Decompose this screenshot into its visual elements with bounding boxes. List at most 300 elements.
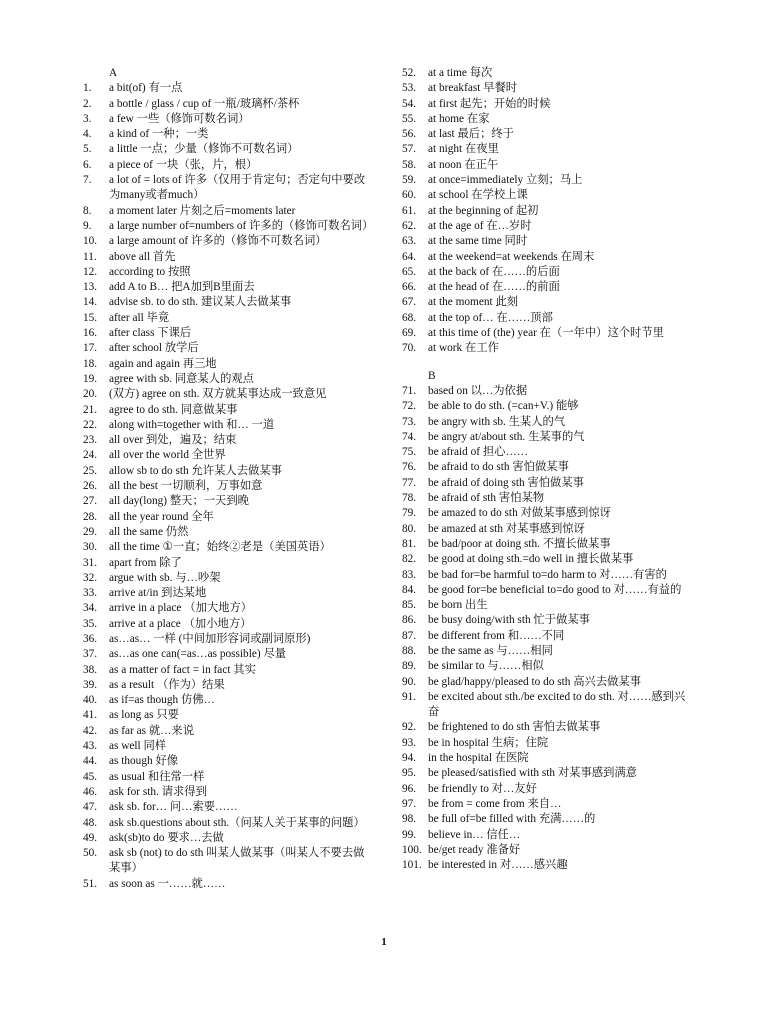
entry-text: agree with sb. 同意某人的观点 — [109, 372, 254, 385]
entry-text: all the best 一切顺利，万事如意 — [109, 480, 263, 493]
entry-number: 18. — [83, 357, 98, 370]
vocab-entry — [83, 739, 371, 754]
entry-number: 19. — [83, 372, 98, 385]
entry-text: a kind of 一种；一类 — [109, 128, 209, 141]
entry-number: 99. — [402, 828, 417, 841]
vocab-entry — [402, 644, 694, 659]
vocab-entry — [83, 142, 371, 157]
entry-text: be in hospital 生病；住院 — [428, 736, 549, 749]
vocab-entry — [83, 708, 371, 723]
entry-text: be afraid of 担心…… — [428, 446, 529, 459]
vocab-entry — [402, 506, 694, 521]
entry-number: 89. — [402, 660, 417, 673]
vocab-entry — [402, 460, 694, 475]
entry-text: be different from 和……不同 — [428, 629, 565, 642]
entry-text: be good at doing sth.=do well in 擅长做某事 — [428, 553, 634, 566]
entry-number: 96. — [402, 782, 417, 795]
entry-number: 23. — [83, 434, 98, 447]
vocab-entry — [83, 647, 371, 662]
entry-number: 78. — [402, 492, 417, 505]
entry-number: 5. — [83, 143, 92, 156]
entry-text: ask(sb)to do 要求…去做 — [109, 831, 224, 844]
vocab-entry — [83, 219, 374, 234]
entry-text: agree to do sth. 同意做某事 — [109, 403, 238, 416]
entry-text: at school 在学校上课 — [428, 189, 528, 202]
vocab-entry — [402, 341, 694, 356]
entry-number: 36. — [83, 632, 98, 645]
entry-number: 51. — [83, 877, 98, 890]
entry-number: 7. — [83, 174, 92, 187]
entry-text: after all 毕竟 — [109, 311, 170, 324]
vocab-entry — [83, 800, 371, 815]
entry-text: at once=immediately 立刻；马上 — [428, 174, 583, 187]
vocab-entry — [402, 675, 694, 690]
entry-text: as…as one can(=as…as possible) 尽量 — [109, 648, 287, 661]
entry-text: ask sb. for… 问…索要…… — [109, 801, 238, 814]
entry-number: 93. — [402, 736, 417, 749]
entry-text: be similar to 与……相似 — [428, 660, 544, 673]
entry-text: after class 下课后 — [109, 327, 192, 340]
vocab-entry — [83, 357, 371, 372]
vocab-entry — [402, 629, 694, 644]
vocab-entry — [83, 250, 371, 265]
entry-number: 88. — [402, 644, 417, 657]
entry-text: based on 以…为依据 — [428, 384, 528, 397]
entry-number: 101. — [402, 859, 422, 872]
entry-number: 37. — [83, 648, 98, 661]
vocab-entry — [83, 341, 371, 356]
vocab-entry — [83, 525, 371, 540]
vocab-entry — [402, 415, 694, 430]
entry-text: according to 按照 — [109, 265, 191, 278]
entry-number: 79. — [402, 507, 417, 520]
entry-text: all day(long) 整天；一天到晚 — [109, 495, 249, 508]
entry-text: all the year round 全年 — [109, 510, 214, 523]
vocab-entry — [83, 846, 371, 877]
entry-text: be bad/poor at doing sth. 不擅长做某事 — [428, 537, 611, 550]
entry-number: 73. — [402, 415, 417, 428]
entry-text: at the head of 在……的前面 — [428, 281, 560, 294]
vocab-entry — [83, 479, 371, 494]
entry-number: 24. — [83, 449, 98, 462]
vocab-entry — [83, 311, 371, 326]
entry-number: 77. — [402, 476, 417, 489]
vocab-entry — [402, 445, 694, 460]
entry-number: 2. — [83, 97, 92, 110]
vocab-entry — [83, 632, 371, 647]
entry-number: 39. — [83, 678, 98, 691]
entry-text: be frightened to do sth 害怕去做某事 — [428, 721, 601, 734]
entry-number: 44. — [83, 755, 98, 768]
entry-number: 16. — [83, 327, 98, 340]
entry-number: 20. — [83, 388, 98, 401]
vocab-entry — [83, 173, 371, 204]
entry-number: 6. — [83, 158, 92, 171]
vocab-entry — [402, 766, 694, 781]
vocab-entry — [83, 418, 371, 433]
entry-text: be friendly to 对…友好 — [428, 782, 537, 795]
entry-text: at first 起先；开始的时候 — [428, 97, 551, 110]
entry-number: 52. — [402, 67, 417, 79]
entry-number: 97. — [402, 797, 417, 810]
entry-number: 13. — [83, 281, 98, 294]
vocab-entry — [402, 295, 694, 310]
entry-text: believe in… 信任… — [428, 828, 521, 841]
entry-text: at the beginning of 起初 — [428, 204, 539, 217]
vocab-entry — [83, 494, 371, 509]
entry-text: add A to B… 把A加到B里面去 — [109, 281, 255, 294]
vocab-entry — [83, 831, 371, 846]
vocab-entry — [83, 280, 371, 295]
left-column — [83, 66, 374, 892]
entry-number: 60. — [402, 189, 417, 202]
entry-text: ask for sth. 请求得到 — [109, 785, 207, 798]
vocab-entry — [83, 754, 371, 769]
entry-number: 47. — [83, 801, 98, 814]
entry-text: as…as… 一样 (中间加形容词或副词原形) — [109, 632, 311, 645]
entry-number: 21. — [83, 403, 98, 416]
entry-number: 25. — [83, 464, 98, 477]
entry-text: be interested in 对……感兴趣 — [428, 859, 568, 872]
vocab-entry — [83, 510, 371, 525]
entry-text: all the time ①一直；始终②老是（美国英语） — [109, 541, 331, 554]
entry-number: 86. — [402, 614, 417, 627]
entry-text: be excited about sth./be excited to do sth. 对……感到兴奋 — [428, 690, 686, 719]
entry-text: as long as 只要 — [109, 709, 179, 722]
vocab-entry — [402, 720, 694, 735]
entry-text: at the back of 在……的后面 — [428, 265, 560, 278]
vocab-entry — [83, 403, 371, 418]
entry-text: as usual 和往常一样 — [109, 770, 205, 783]
entry-text: as a result （作为）结果 — [109, 678, 225, 691]
entry-number: 4. — [83, 128, 92, 141]
entry-number: 31. — [83, 556, 98, 569]
entry-text: be good for=be beneficial to=do good to 对……有益的 — [428, 583, 682, 596]
vocab-entry — [83, 724, 371, 739]
entry-text: at last 最后；终于 — [428, 128, 514, 141]
vocab-entry — [402, 858, 694, 873]
vocab-entry — [83, 295, 371, 310]
vocab-entry — [402, 142, 694, 157]
vocab-entry — [402, 265, 694, 280]
vocab-entry — [83, 372, 371, 387]
entry-number: 72. — [402, 400, 417, 413]
entry-number: 61. — [402, 204, 417, 217]
entry-number: 17. — [83, 342, 98, 355]
vocab-entry — [402, 158, 694, 173]
entry-text: at night 在夜里 — [428, 143, 499, 156]
vocab-entry — [83, 816, 371, 831]
entry-text: as far as 就…来说 — [109, 724, 195, 737]
entry-number: 14. — [83, 296, 98, 309]
entry-text: at home 在家 — [428, 112, 490, 125]
entry-text: at the age of 在…岁时 — [428, 219, 532, 232]
entry-number: 87. — [402, 629, 417, 642]
entry-text: argue with sb. 与…吵架 — [109, 571, 221, 584]
entry-text: be the same as 与……相同 — [428, 644, 553, 657]
entry-text: all over the world 全世界 — [109, 449, 226, 462]
vocab-entry — [402, 384, 694, 399]
entry-number: 71. — [402, 384, 417, 397]
vocab-entry — [402, 219, 694, 234]
entry-text: be angry at/about sth. 生某事的气 — [428, 430, 585, 443]
entry-text: be able to do sth. (=can+V.) 能够 — [428, 400, 579, 413]
vocab-entry — [83, 234, 371, 249]
entry-number: 10. — [83, 235, 98, 248]
entry-text: apart from 除了 — [109, 556, 182, 569]
vocab-entry — [402, 751, 694, 766]
entry-number: 63. — [402, 235, 417, 248]
entry-number: 62. — [402, 219, 417, 232]
vocab-entry — [83, 464, 371, 479]
entry-number: 33. — [83, 587, 98, 600]
entry-number: 56. — [402, 128, 417, 141]
section-heading: B — [428, 369, 436, 382]
entry-number: 40. — [83, 694, 98, 707]
entry-text: be afraid to do sth 害怕做某事 — [428, 461, 569, 474]
entry-text: advise sb. to do sth. 建议某人去做某事 — [109, 296, 292, 309]
entry-number: 49. — [83, 831, 98, 844]
entry-number: 34. — [83, 602, 98, 615]
entry-number: 92. — [402, 721, 417, 734]
entry-number: 11. — [83, 250, 97, 263]
entry-number: 75. — [402, 446, 417, 459]
entry-number: 50. — [83, 847, 98, 860]
vocab-entry — [402, 173, 694, 188]
vocab-entry — [83, 387, 371, 402]
vocab-entry — [402, 250, 694, 265]
entry-text: be bad for=be harmful to=do harm to 对……有害的 — [428, 568, 667, 581]
entry-text: as a matter of fact = in fact 其实 — [109, 663, 256, 676]
entry-number: 46. — [83, 785, 98, 798]
vocab-entry — [83, 571, 371, 586]
entry-text: be amazed at sth 对某事感到惊讶 — [428, 522, 585, 535]
entry-number: 54. — [402, 97, 417, 110]
vocab-entry — [83, 158, 371, 173]
entry-text: along with=together with 和… 一道 — [109, 418, 275, 431]
vocab-entry — [402, 782, 694, 797]
entry-text: be full of=be filled with 充满……的 — [428, 813, 596, 826]
vocab-entry — [83, 97, 371, 112]
vocab-entry — [402, 797, 694, 812]
vocab-entry — [402, 112, 694, 127]
entry-number: 68. — [402, 311, 417, 324]
entry-number: 98. — [402, 813, 417, 826]
vocab-entry — [83, 601, 371, 616]
entry-number: 80. — [402, 522, 417, 535]
entry-number: 100. — [402, 843, 422, 856]
vocab-entry — [402, 326, 694, 341]
vocab-entry — [83, 112, 371, 127]
entry-number: 94. — [402, 752, 417, 765]
entry-text: be afraid of sth 害怕某物 — [428, 492, 545, 505]
vocab-entry — [83, 127, 371, 142]
entry-text: be glad/happy/pleased to do sth 高兴去做某事 — [428, 675, 642, 688]
vocab-entry — [402, 476, 694, 491]
entry-text: a large amount of 许多的（修饰不可数名词） — [109, 235, 327, 248]
entry-number: 3. — [83, 112, 92, 125]
entry-text: be from = come from 来自… — [428, 797, 562, 810]
entry-number: 95. — [402, 767, 417, 780]
entry-text: be busy doing/with sth 忙于做某事 — [428, 614, 590, 627]
entry-text: a lot of = lots of 许多（仅用于肯定句；否定句中要改为many或者much） — [109, 174, 366, 202]
entry-text: at the same time 同时 — [428, 235, 528, 248]
entry-number: 41. — [83, 709, 98, 722]
entry-text: a moment later 片刻之后=moments later — [109, 204, 296, 217]
vocab-entry — [83, 326, 371, 341]
entry-number: 57. — [402, 143, 417, 156]
entry-number: 85. — [402, 599, 417, 612]
vocab-entry — [402, 66, 694, 81]
entry-text: a bit(of) 有一点 — [109, 82, 183, 95]
entry-text: at the top of… 在……顶部 — [428, 311, 553, 324]
vocab-entry — [402, 690, 694, 721]
entry-text: at the moment 此刻 — [428, 296, 519, 309]
entry-number: 53. — [402, 82, 417, 95]
entry-text: be born 出生 — [428, 599, 488, 612]
entry-text: be pleased/satisfied with sth 对某事感到满意 — [428, 767, 637, 780]
vocab-entry — [83, 678, 371, 693]
vocab-entry — [402, 537, 694, 552]
vocab-entry — [83, 540, 371, 555]
vocab-entry — [402, 522, 694, 537]
vocab-entry — [402, 491, 694, 506]
vocab-entry — [402, 568, 694, 583]
entry-text: be afraid of doing sth 害怕做某事 — [428, 476, 584, 489]
vocab-entry — [402, 552, 694, 567]
entry-number: 1. — [83, 82, 92, 95]
page-number: 1 — [381, 936, 387, 948]
entry-text: a little 一点；少量（修饰不可数名词） — [109, 143, 299, 156]
vocab-entry — [83, 556, 371, 571]
entry-number: 42. — [83, 724, 98, 737]
entry-number: 22. — [83, 418, 98, 431]
entry-text: a few 一些（修饰可数名词） — [109, 112, 250, 125]
right-column — [402, 66, 694, 873]
entry-number: 74. — [402, 430, 417, 443]
entry-text: after school 放学后 — [109, 342, 199, 355]
entry-number: 26. — [83, 480, 98, 493]
vocab-entry — [83, 785, 371, 800]
entry-number: 81. — [402, 537, 417, 550]
vocab-entry — [402, 598, 694, 613]
entry-text: be amazed to do sth 对做某事感到惊讶 — [428, 507, 611, 520]
vocab-entry — [83, 663, 371, 678]
entry-text: arrive in a place （加大地方） — [109, 602, 253, 615]
entry-text: as if=as though 仿佛… — [109, 694, 215, 707]
vocab-entry — [83, 448, 371, 463]
entry-text: again and again 再三地 — [109, 357, 217, 370]
entry-number: 70. — [402, 342, 417, 355]
vocab-entry — [83, 693, 371, 708]
vocab-entry — [402, 311, 694, 326]
vocab-entry — [402, 843, 694, 858]
vocab-entry — [402, 736, 694, 751]
entry-number: 65. — [402, 265, 417, 278]
vocab-entry — [402, 204, 694, 219]
entry-text: allow sb to do sth 允许某人去做某事 — [109, 464, 282, 477]
entry-number: 27. — [83, 495, 98, 508]
entry-text: a large number of=numbers of 许多的（修饰可数名词） — [109, 219, 374, 232]
entry-text: at this time of (the) year 在（一年中）这个时节里 — [428, 327, 664, 340]
vocab-entry — [402, 613, 694, 628]
entry-number: 12. — [83, 265, 98, 278]
entry-text: as well 同样 — [109, 740, 167, 753]
vocab-entry — [83, 265, 371, 280]
vocab-entry — [402, 399, 694, 414]
vocab-entry — [83, 617, 371, 632]
entry-text: at noon 在正午 — [428, 158, 499, 171]
section-heading: A — [109, 67, 118, 79]
vocab-entry — [402, 430, 694, 445]
entry-number: 69. — [402, 327, 417, 340]
entry-number: 64. — [402, 250, 417, 263]
entry-text: be angry with sb. 生某人的气 — [428, 415, 566, 428]
vocab-entry — [83, 81, 371, 96]
entry-number: 45. — [83, 770, 98, 783]
vocab-entry — [402, 234, 694, 249]
entry-number: 15. — [83, 311, 98, 324]
vocab-entry — [402, 659, 694, 674]
entry-text: a piece of 一块（张，片，根） — [109, 158, 258, 171]
entry-number: 84. — [402, 583, 417, 596]
vocab-entry — [83, 586, 371, 601]
entry-number: 76. — [402, 461, 417, 474]
entry-text: at work 在工作 — [428, 342, 499, 355]
vocab-entry — [402, 81, 694, 96]
entry-number: 91. — [402, 690, 417, 703]
vocab-entry — [402, 812, 694, 827]
entry-text: all over 到处，遍及；结束 — [109, 434, 237, 447]
vocab-entry — [402, 280, 694, 295]
vocab-entry — [402, 188, 694, 203]
entry-text: arrive at/in 到达某地 — [109, 587, 207, 600]
vocab-entry — [402, 127, 694, 142]
entry-text: arrive at a place （加小地方） — [109, 617, 252, 630]
vocab-entry — [83, 204, 371, 219]
entry-text: as soon as 一……就…… — [109, 877, 226, 890]
entry-text: (双方) agree on sth. 双方就某事达成一致意见 — [109, 388, 327, 401]
entry-text: all the same 仍然 — [109, 525, 189, 538]
entry-number: 9. — [83, 219, 92, 232]
entry-text: ask sb (not) to do sth 叫某人做某事（叫某人不要去做某事） — [109, 847, 365, 875]
entry-text: at the weekend=at weekends 在周末 — [428, 250, 595, 263]
entry-number: 32. — [83, 571, 98, 584]
entry-text: at breakfast 早餐时 — [428, 82, 518, 95]
entry-number: 38. — [83, 663, 98, 676]
entry-text: above all 首先 — [109, 250, 176, 263]
entry-text: in the hospital 在医院 — [428, 752, 529, 765]
entry-number: 35. — [83, 617, 98, 630]
entry-number: 82. — [402, 553, 417, 566]
entry-number: 28. — [83, 510, 98, 523]
vocab-entry — [402, 97, 694, 112]
entry-number: 58. — [402, 158, 417, 171]
vocab-entry — [83, 770, 371, 785]
entry-number: 83. — [402, 568, 417, 581]
entry-text: as though 好像 — [109, 755, 179, 768]
entry-text: be/get ready 准备好 — [428, 843, 521, 856]
vocab-entry — [83, 433, 371, 448]
vocab-entry — [402, 583, 694, 598]
entry-number: 8. — [83, 204, 92, 217]
entry-number: 90. — [402, 675, 417, 688]
entry-number: 30. — [83, 541, 98, 554]
entry-number: 43. — [83, 740, 98, 753]
vocab-entry — [83, 877, 371, 892]
entry-number: 66. — [402, 281, 417, 294]
entry-text: a bottle / glass / cup of 一瓶/玻璃杯/茶杯 — [109, 97, 300, 110]
